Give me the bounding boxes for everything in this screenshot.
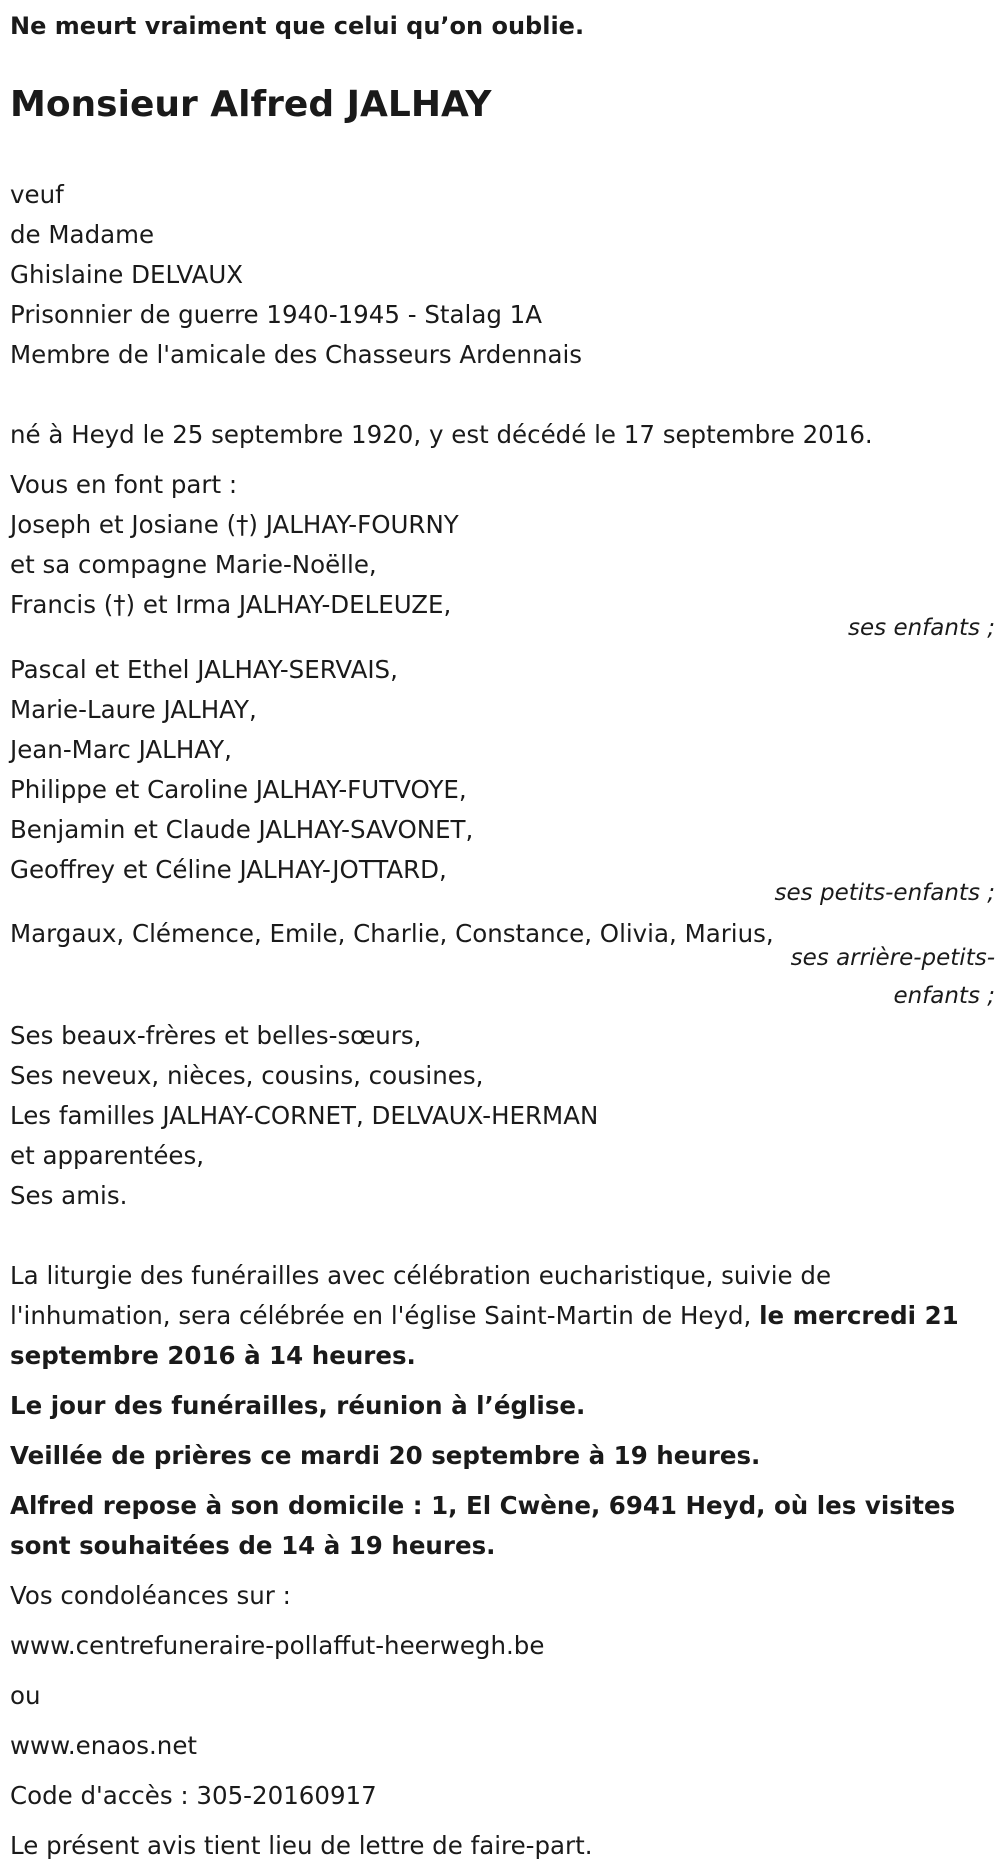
rest-notice: Alfred repose à son domicile : 1, El Cwène, 6941 Heyd, où les visites sont souhaitées de 14 à 19 heures. — [10, 1491, 956, 1560]
liturgy-paragraph — [10, 1256, 995, 1376]
meeting-notice: Le jour des funérailles, réunion à l’église. — [10, 1391, 586, 1420]
liturgy-date: le mercredi 21 septembre 2016 à 14 heures. — [10, 1301, 959, 1370]
grandchild-line: Jean-Marc JALHAY, — [10, 735, 232, 764]
vigil-notice: Veillée de prières ce mardi 20 septembre à 19 heures. — [10, 1441, 761, 1470]
intro-block — [10, 175, 995, 375]
or-text: ou — [10, 1681, 41, 1710]
closing-note: Le présent avis tient lieu de lettre de faire-part. — [10, 1831, 593, 1860]
birth-death: né à Heyd le 25 septembre 1920, y est décédé le 17 septembre 2016. — [10, 420, 873, 449]
other-line: Ses neveux, nièces, cousins, cousines, — [10, 1061, 484, 1090]
website-link-1[interactable]: www.centrefuneraire-pollaffut-heerwegh.be — [10, 1631, 545, 1660]
children-block — [10, 505, 995, 625]
intro-line: Membre de l'amicale des Chasseurs Ardennais — [10, 340, 583, 369]
access-code: Code d'accès : 305-20160917 — [10, 1781, 377, 1810]
child-line: Francis (†) et Irma JALHAY-DELEUZE, — [10, 590, 452, 619]
grandchild-line: Philippe et Caroline JALHAY-FUTVOYE, — [10, 775, 467, 804]
grandchildren-block — [10, 650, 995, 890]
others-block — [10, 1016, 995, 1216]
children-role: ses enfants ; — [848, 615, 995, 641]
other-line: Ses beaux-frères et belles-sœurs, — [10, 1021, 422, 1050]
website-link-2[interactable]: www.enaos.net — [10, 1731, 198, 1760]
liturgy-text: La liturgie des funérailles avec célébration eucharistique, suivie de l'inhumation, sera célébrée en l'église Saint-Martin de Heyd, — [10, 1261, 832, 1330]
great-grandchildren-role-line1: ses arrière-petits- — [790, 945, 995, 971]
intro-line: Prisonnier de guerre 1940-1945 - Stalag 1A — [10, 300, 543, 329]
grandchild-line: Pascal et Ethel JALHAY-SERVAIS, — [10, 655, 398, 684]
grandchild-line: Marie-Laure JALHAY, — [10, 695, 257, 724]
deceased-name: Monsieur Alfred JALHAY — [10, 84, 492, 125]
other-line: Ses amis. — [10, 1181, 128, 1210]
great-grandchildren-role-line2: enfants ; — [893, 983, 995, 1009]
great-grandchildren: Margaux, Clémence, Emile, Charlie, Constance, Olivia, Marius, — [10, 919, 774, 948]
intro-line: de Madame — [10, 220, 155, 249]
intro-line: Ghislaine DELVAUX — [10, 260, 244, 289]
child-line: Joseph et Josiane (†) JALHAY-FOURNY — [10, 510, 459, 539]
condolences-label: Vos condoléances sur : — [10, 1581, 291, 1610]
announce-label: Vous en font part : — [10, 470, 238, 499]
child-line: et sa compagne Marie-Noëlle, — [10, 550, 377, 579]
intro-line: veuf — [10, 180, 64, 209]
other-line: et apparentées, — [10, 1141, 205, 1170]
motto: Ne meurt vraiment que celui qu’on oublie. — [10, 12, 585, 40]
grandchildren-role: ses petits-enfants ; — [774, 880, 995, 906]
grandchild-line: Geoffrey et Céline JALHAY-JOTTARD, — [10, 855, 447, 884]
grandchild-line: Benjamin et Claude JALHAY-SAVONET, — [10, 815, 474, 844]
other-line: Les familles JALHAY-CORNET, DELVAUX-HERMAN — [10, 1101, 599, 1130]
